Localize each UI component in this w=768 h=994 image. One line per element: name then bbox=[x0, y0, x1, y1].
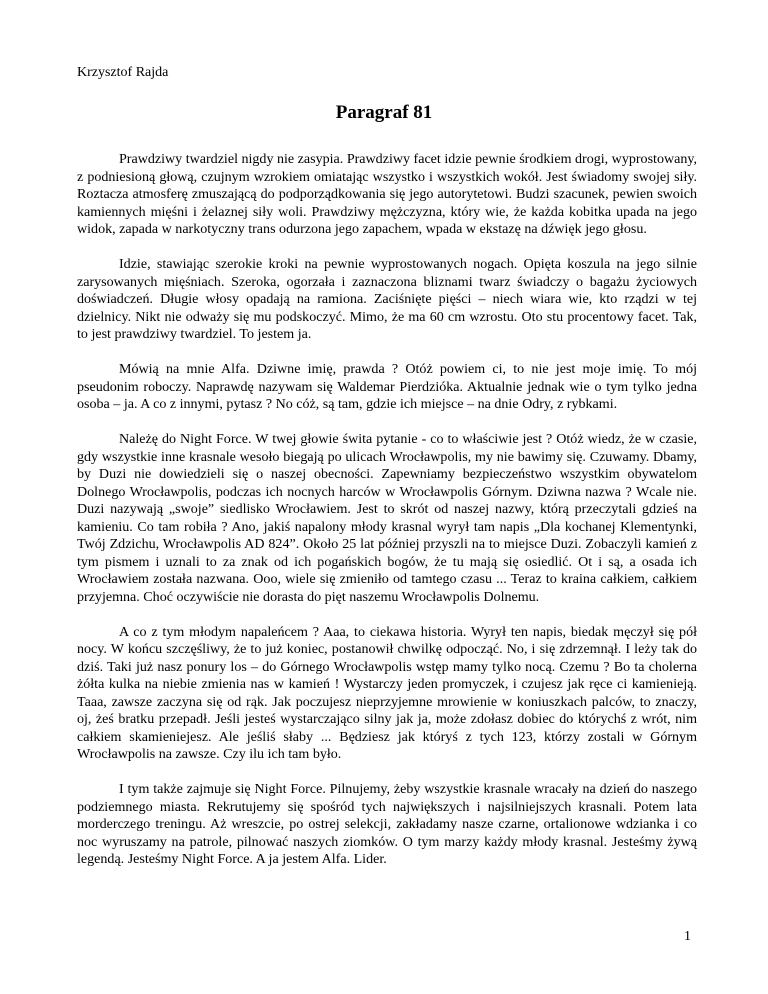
document-title: Paragraf 81 bbox=[335, 102, 433, 123]
paragraph: Mówią na mnie Alfa. Dziwne imię, prawda ? Otóż powiem ci, to nie jest moje imię. To mój pseudonim roboczy. Naprawdę nazywam się Waldemar Pierdzióka. Aktualnie jednak wie o tym tylko jedna osoba – ja. A co z innymi, pytasz ? No cóż, są tam, gdzie ich miejsce – na dnie Odry, z rybkami. bbox=[77, 361, 697, 412]
paragraph: Prawdziwy twardziel nigdy nie zasypia. Prawdziwy facet idzie pewnie środkiem drogi, wyprostowany, z podniesioną głową, czujnym wzrokiem omiatając wszystko i wszystkich wokół. Jest świadomy swojej siły. Roztacza atmosferę zmuszającą do podporządkowania się jego autorytetowi. Budzi szacunek, pewien swoich kamiennych mięśni i żelaznej siły woli. Prawdziwy mężczyzna, który wie, że każda kobitka upada na jego widok, zapada w narkotyczny trans odurzona jego zapachem, wpada w ekstazę na dźwięk jego głosu. bbox=[77, 151, 697, 237]
author-name: Krzysztof Rajda bbox=[77, 65, 169, 80]
page-number: 1 bbox=[684, 929, 691, 944]
paragraph: Idzie, stawiając szerokie kroki na pewnie wyprostowanych nogach. Opięta koszula na jego silnie zarysowanych mięśniach. Szeroka, ogorzała i zaznaczona bliznami twarz świadczy o bagażu życiowych doświadczeń. Długie włosy opadają na ramiona. Zaciśnięte pięści – niech wiara wie, kto rządzi w tej dzielnicy. Nikt nie odważy się mu podskoczyć. Mimo, że ma 60 cm wzrostu. Oto stu procentowy facet. Tak, to jest prawdziwy twardziel. To jestem ja. bbox=[77, 256, 697, 342]
body-text bbox=[77, 151, 697, 886]
paragraph: Należę do Night Force. W twej głowie świta pytanie - co to właściwie jest ? Otóż wiedz, że w czasie, gdy wszystkie inne krasnale wesoło biegają po ulicach Wrocławpolis, my nie bawimy się. Czuwamy. Dbamy, by Duzi nie dowiedzieli się o naszej obecności. Zapewniamy bezpieczeństwo wszystkim obywatelom Dolnego Wrocławpolis, podczas ich nocnych harców w Wrocławpolis Górnym. Dziwna nazwa ? Wcale nie. Duzi nazywają „swoje” siedlisko Wrocławiem. Jest to skrót od naszej nazwy, którą przeczytali gdzieś na kamieniu. Co tam robiła ? Ano, jakiś napalony młody krasnal wyrył tam napis „Dla kochanej Klementynki, Twój Zdzichu, Wrocławpolis AD 824”. Około 25 lat później przyszli na to miejsce Duzi. Zobaczyli kamień z tym pismem i uznali to za znak od ich pogańskich bogów, że tu mają się osiedlić. Ot i są, a osada ich Wrocławiem została nazwana. Ooo, wiele się zmieniło od tamtego czasu ... Teraz to kraina całkiem, całkiem przyjemna. Choć oczywiście nie dorasta do pięt naszemu Wrocławpolis Dolnemu. bbox=[77, 431, 697, 605]
paragraph: A co z tym młodym napaleńcem ? Aaa, to ciekawa historia. Wyrył ten napis, biedak męczył się pół nocy. W końcu szczęśliwy, że to już koniec, postanowił chwilkę odpocząć. No, i się zdrzemnął. I leży tak do dziś. Taki już nasz ponury los – do Górnego Wrocławpolis wstęp mamy tylko nocą. Czemu ? Bo ta cholerna żółta kulka na niebie zmienia nas w kamień ! Wystarczy jeden promyczek, i czujesz jak ręce ci kamienieją. Taaa, zawsze zaczyna się od rąk. Jak poczujesz nieprzyjemne mrowienie w koniuszkach palców, to znaczy, oj, żeś bratku przepadł. Jeśli jesteś wystarczająco silny jak ja, może zdołasz dobiec do którychś z wrót, nim całkiem skamieniejesz. Ale jeśliś słaby ... Będziesz jak któryś z tych 123, którzy zostali w Górnym Wrocławpolis na zawsze. Czy ilu ich tam było. bbox=[77, 623, 697, 762]
paragraph: I tym także zajmuje się Night Force. Pilnujemy, żeby wszystkie krasnale wracały na dzień do naszego podziemnego miasta. Rekrutujemy się spośród tych największych i najsilniejszych krasnali. Potem lata morderczego treningu. Aż wreszcie, po ostrej selekcji, zakładamy nasze czarne, ortalionowe wdzianka i co noc wyruszamy na patrole, pilnować naszych ziomków. O tym marzy każdy młody krasnal. Jesteśmy żywą legendą. Jesteśmy Night Force. A ja jestem Alfa. Lider. bbox=[77, 781, 697, 867]
